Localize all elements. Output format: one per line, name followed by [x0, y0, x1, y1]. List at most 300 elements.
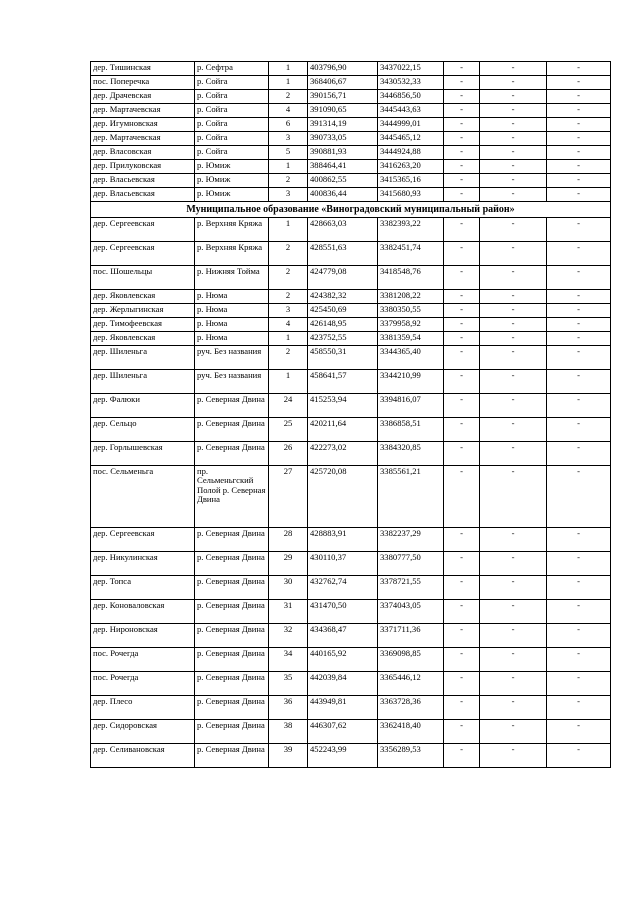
table-row	[91, 174, 611, 188]
cell-settlement: пос. Рочегда	[91, 672, 195, 696]
cell-value-b: -	[480, 304, 547, 318]
cell-well-number: 2	[269, 174, 308, 188]
cell-coord-y: 3385561,21	[378, 466, 444, 528]
cell-settlement: дер. Тишинская	[91, 62, 195, 76]
cell-well-number: 29	[269, 552, 308, 576]
cell-coord-x: 442039,84	[308, 672, 378, 696]
cell-coord-x: 390881,93	[308, 146, 378, 160]
cell-settlement: дер. Прилуковская	[91, 160, 195, 174]
cell-coord-x: 390156,71	[308, 90, 378, 104]
table-row	[91, 648, 611, 672]
cell-well-number: 25	[269, 418, 308, 442]
cell-value-a: -	[444, 528, 480, 552]
cell-coord-y: 3445443,63	[378, 104, 444, 118]
cell-coord-x: 431470,50	[308, 600, 378, 624]
cell-coord-y: 3380777,50	[378, 552, 444, 576]
cell-water-body: р. Северная Двина	[195, 648, 269, 672]
table-row	[91, 188, 611, 202]
cell-water-body: р. Нижняя Тойма	[195, 266, 269, 290]
cell-coord-y: 3374043,05	[378, 600, 444, 624]
table-row	[91, 346, 611, 370]
table-row	[91, 62, 611, 76]
cell-settlement: дер. Нироновская	[91, 624, 195, 648]
cell-coord-y: 3381359,54	[378, 332, 444, 346]
cell-value-b: -	[480, 744, 547, 768]
table-row	[91, 552, 611, 576]
cell-coord-y: 3381208,22	[378, 290, 444, 304]
cell-value-a: -	[444, 160, 480, 174]
cell-value-c: -	[547, 576, 611, 600]
cell-coord-y: 3371711,36	[378, 624, 444, 648]
cell-value-c: -	[547, 418, 611, 442]
cell-coord-x: 443949,81	[308, 696, 378, 720]
cell-coord-x: 446307,62	[308, 720, 378, 744]
table-row	[91, 600, 611, 624]
cell-value-a: -	[444, 146, 480, 160]
cell-value-c: -	[547, 318, 611, 332]
cell-water-body: р. Нюма	[195, 332, 269, 346]
cell-settlement: дер. Топса	[91, 576, 195, 600]
cell-value-a: -	[444, 174, 480, 188]
cell-water-body: руч. Без названия	[195, 370, 269, 394]
cell-coord-x: 403796,90	[308, 62, 378, 76]
cell-water-body: р. Юмиж	[195, 174, 269, 188]
table-row	[91, 266, 611, 290]
cell-well-number: 4	[269, 104, 308, 118]
table-row	[91, 304, 611, 318]
cell-settlement: дер. Сидоровская	[91, 720, 195, 744]
cell-well-number: 30	[269, 576, 308, 600]
cell-coord-x: 415253,94	[308, 394, 378, 418]
cell-well-number: 2	[269, 90, 308, 104]
cell-value-c: -	[547, 394, 611, 418]
cell-coord-x: 458641,57	[308, 370, 378, 394]
cell-value-c: -	[547, 332, 611, 346]
cell-settlement: дер. Горлышевская	[91, 442, 195, 466]
table-row	[91, 104, 611, 118]
cell-coord-x: 426148,95	[308, 318, 378, 332]
cell-value-b: -	[480, 394, 547, 418]
cell-value-c: -	[547, 672, 611, 696]
table-row	[91, 370, 611, 394]
cell-settlement: дер. Коноваловская	[91, 600, 195, 624]
cell-value-c: -	[547, 528, 611, 552]
cell-coord-x: 458550,31	[308, 346, 378, 370]
cell-coord-y: 3382393,22	[378, 218, 444, 242]
table-section-header	[91, 202, 611, 218]
cell-well-number: 36	[269, 696, 308, 720]
cell-coord-x: 428883,91	[308, 528, 378, 552]
cell-water-body: р. Верхняя Кряжа	[195, 218, 269, 242]
cell-value-a: -	[444, 90, 480, 104]
cell-coord-y: 3394816,07	[378, 394, 444, 418]
cell-settlement: дер. Никулинская	[91, 552, 195, 576]
cell-value-c: -	[547, 118, 611, 132]
cell-coord-y: 3416263,20	[378, 160, 444, 174]
cell-coord-x: 422273,02	[308, 442, 378, 466]
cell-settlement: пос. Шошельцы	[91, 266, 195, 290]
cell-value-b: -	[480, 576, 547, 600]
cell-value-a: -	[444, 118, 480, 132]
cell-value-b: -	[480, 174, 547, 188]
cell-water-body: р. Северная Двина	[195, 624, 269, 648]
cell-coord-y: 3430532,33	[378, 76, 444, 90]
cell-value-c: -	[547, 346, 611, 370]
cell-value-b: -	[480, 466, 547, 528]
cell-value-b: -	[480, 346, 547, 370]
cell-value-b: -	[480, 218, 547, 242]
cell-water-body: р. Нюма	[195, 318, 269, 332]
cell-well-number: 1	[269, 370, 308, 394]
cell-value-b: -	[480, 266, 547, 290]
cell-value-b: -	[480, 62, 547, 76]
cell-value-a: -	[444, 266, 480, 290]
cell-value-a: -	[444, 62, 480, 76]
cell-value-b: -	[480, 242, 547, 266]
cell-value-c: -	[547, 90, 611, 104]
cell-value-b: -	[480, 132, 547, 146]
cell-settlement: дер. Яковлевская	[91, 290, 195, 304]
cell-settlement: дер. Драчевская	[91, 90, 195, 104]
cell-well-number: 4	[269, 318, 308, 332]
table-row	[91, 118, 611, 132]
cell-coord-y: 3415680,93	[378, 188, 444, 202]
cell-coord-x: 432762,74	[308, 576, 378, 600]
cell-water-body: р. Северная Двина	[195, 696, 269, 720]
cell-water-body: р. Сойга	[195, 76, 269, 90]
cell-coord-y: 3378721,55	[378, 576, 444, 600]
cell-value-b: -	[480, 76, 547, 90]
cell-value-b: -	[480, 318, 547, 332]
cell-water-body: р. Северная Двина	[195, 744, 269, 768]
cell-settlement: дер. Фалюки	[91, 394, 195, 418]
cell-well-number: 39	[269, 744, 308, 768]
cell-value-a: -	[444, 648, 480, 672]
cell-settlement: дер. Сергеевская	[91, 218, 195, 242]
cell-value-c: -	[547, 188, 611, 202]
table-row	[91, 720, 611, 744]
table-row	[91, 528, 611, 552]
cell-well-number: 1	[269, 218, 308, 242]
cell-settlement: дер. Шиленьга	[91, 346, 195, 370]
cell-value-a: -	[444, 332, 480, 346]
cell-coord-y: 3344210,99	[378, 370, 444, 394]
cell-water-body: р. Нюма	[195, 304, 269, 318]
cell-value-a: -	[444, 132, 480, 146]
wells-table	[90, 61, 611, 768]
cell-well-number: 6	[269, 118, 308, 132]
cell-coord-x: 423752,55	[308, 332, 378, 346]
table-row	[91, 76, 611, 90]
cell-water-body: р. Юмиж	[195, 188, 269, 202]
cell-well-number: 28	[269, 528, 308, 552]
cell-well-number: 2	[269, 290, 308, 304]
cell-value-b: -	[480, 332, 547, 346]
cell-coord-x: 428551,63	[308, 242, 378, 266]
table-row	[91, 696, 611, 720]
cell-value-b: -	[480, 118, 547, 132]
cell-value-b: -	[480, 720, 547, 744]
cell-coord-y: 3363728,36	[378, 696, 444, 720]
cell-settlement: дер. Игумновская	[91, 118, 195, 132]
cell-value-c: -	[547, 370, 611, 394]
cell-water-body: р. Сефтра	[195, 62, 269, 76]
table-row	[91, 218, 611, 242]
cell-well-number: 3	[269, 188, 308, 202]
cell-value-c: -	[547, 62, 611, 76]
table-body-top	[91, 62, 611, 202]
cell-coord-y: 3362418,40	[378, 720, 444, 744]
cell-settlement: дер. Плесо	[91, 696, 195, 720]
cell-well-number: 2	[269, 346, 308, 370]
cell-value-b: -	[480, 146, 547, 160]
cell-water-body: р. Северная Двина	[195, 552, 269, 576]
cell-water-body: р. Юмиж	[195, 160, 269, 174]
cell-well-number: 2	[269, 242, 308, 266]
cell-coord-y: 3444924,88	[378, 146, 444, 160]
cell-value-b: -	[480, 600, 547, 624]
cell-well-number: 2	[269, 266, 308, 290]
cell-value-a: -	[444, 290, 480, 304]
cell-coord-x: 430110,37	[308, 552, 378, 576]
cell-settlement: дер. Яковлевская	[91, 332, 195, 346]
section-title: Муниципальное образование «Виноградовский муниципальный район»	[91, 202, 611, 218]
cell-well-number: 1	[269, 332, 308, 346]
cell-value-c: -	[547, 624, 611, 648]
cell-coord-x: 391090,65	[308, 104, 378, 118]
cell-coord-y: 3386858,51	[378, 418, 444, 442]
cell-well-number: 24	[269, 394, 308, 418]
cell-water-body: пр. Сельменьгский Полой р. Северная Двина	[195, 466, 269, 528]
cell-well-number: 1	[269, 62, 308, 76]
cell-settlement: дер. Сергеевская	[91, 242, 195, 266]
cell-value-b: -	[480, 696, 547, 720]
cell-value-a: -	[444, 696, 480, 720]
table-row	[91, 332, 611, 346]
cell-value-c: -	[547, 744, 611, 768]
table-row	[91, 418, 611, 442]
cell-value-b: -	[480, 552, 547, 576]
cell-coord-x: 400862,55	[308, 174, 378, 188]
cell-well-number: 3	[269, 304, 308, 318]
cell-coord-x: 428663,03	[308, 218, 378, 242]
cell-settlement: дер. Сергеевская	[91, 528, 195, 552]
cell-coord-x: 420211,64	[308, 418, 378, 442]
table-row	[91, 624, 611, 648]
cell-value-c: -	[547, 552, 611, 576]
cell-settlement: дер. Селивановская	[91, 744, 195, 768]
cell-value-c: -	[547, 174, 611, 188]
cell-settlement: дер. Мартачевская	[91, 104, 195, 118]
cell-value-b: -	[480, 160, 547, 174]
table-row	[91, 672, 611, 696]
cell-value-a: -	[444, 744, 480, 768]
table-row	[91, 146, 611, 160]
cell-settlement: дер. Власовская	[91, 146, 195, 160]
cell-coord-x: 434368,47	[308, 624, 378, 648]
cell-value-b: -	[480, 104, 547, 118]
table-row	[91, 290, 611, 304]
cell-coord-x: 390733,05	[308, 132, 378, 146]
cell-value-b: -	[480, 418, 547, 442]
cell-value-c: -	[547, 304, 611, 318]
cell-value-a: -	[444, 304, 480, 318]
cell-value-a: -	[444, 104, 480, 118]
cell-settlement: дер. Сельцо	[91, 418, 195, 442]
cell-coord-x: 424382,32	[308, 290, 378, 304]
cell-settlement: дер. Власьевская	[91, 188, 195, 202]
cell-water-body: р. Северная Двина	[195, 418, 269, 442]
cell-coord-y: 3418548,76	[378, 266, 444, 290]
cell-value-c: -	[547, 648, 611, 672]
cell-well-number: 31	[269, 600, 308, 624]
cell-value-a: -	[444, 466, 480, 528]
cell-well-number: 27	[269, 466, 308, 528]
cell-value-c: -	[547, 600, 611, 624]
cell-value-a: -	[444, 576, 480, 600]
cell-coord-y: 3382451,74	[378, 242, 444, 266]
cell-water-body: р. Нюма	[195, 290, 269, 304]
cell-water-body: р. Верхняя Кряжа	[195, 242, 269, 266]
cell-well-number: 34	[269, 648, 308, 672]
cell-value-a: -	[444, 346, 480, 370]
cell-value-c: -	[547, 132, 611, 146]
cell-coord-x: 452243,99	[308, 744, 378, 768]
cell-value-a: -	[444, 394, 480, 418]
table-row	[91, 160, 611, 174]
cell-value-a: -	[444, 552, 480, 576]
cell-water-body: р. Сойга	[195, 118, 269, 132]
cell-value-c: -	[547, 76, 611, 90]
cell-value-a: -	[444, 318, 480, 332]
cell-value-a: -	[444, 418, 480, 442]
cell-water-body: р. Сойга	[195, 104, 269, 118]
cell-value-c: -	[547, 160, 611, 174]
table-row	[91, 466, 611, 528]
cell-value-b: -	[480, 528, 547, 552]
cell-well-number: 5	[269, 146, 308, 160]
cell-water-body: р. Северная Двина	[195, 442, 269, 466]
cell-well-number: 3	[269, 132, 308, 146]
cell-water-body: р. Сойга	[195, 132, 269, 146]
cell-value-c: -	[547, 290, 611, 304]
cell-value-a: -	[444, 720, 480, 744]
cell-settlement: дер. Шиленьга	[91, 370, 195, 394]
cell-settlement: дер. Мартачевская	[91, 132, 195, 146]
cell-water-body: р. Северная Двина	[195, 576, 269, 600]
cell-value-c: -	[547, 266, 611, 290]
cell-value-a: -	[444, 624, 480, 648]
cell-value-b: -	[480, 624, 547, 648]
table-row	[91, 318, 611, 332]
cell-value-c: -	[547, 146, 611, 160]
cell-value-c: -	[547, 466, 611, 528]
cell-value-c: -	[547, 720, 611, 744]
table-row	[91, 576, 611, 600]
cell-settlement: пос. Сельменьга	[91, 466, 195, 528]
cell-well-number: 26	[269, 442, 308, 466]
cell-coord-x: 440165,92	[308, 648, 378, 672]
cell-value-c: -	[547, 242, 611, 266]
cell-coord-y: 3344365,40	[378, 346, 444, 370]
cell-water-body: р. Северная Двина	[195, 528, 269, 552]
cell-value-c: -	[547, 442, 611, 466]
cell-value-b: -	[480, 672, 547, 696]
cell-coord-x: 424779,08	[308, 266, 378, 290]
cell-coord-y: 3380350,55	[378, 304, 444, 318]
cell-coord-x: 425450,69	[308, 304, 378, 318]
cell-coord-x: 400836,44	[308, 188, 378, 202]
cell-water-body: р. Северная Двина	[195, 600, 269, 624]
table-row	[91, 242, 611, 266]
section-row	[91, 202, 611, 218]
cell-coord-y: 3382237,29	[378, 528, 444, 552]
cell-value-c: -	[547, 104, 611, 118]
cell-settlement: пос. Поперечка	[91, 76, 195, 90]
table-row	[91, 442, 611, 466]
cell-water-body: р. Северная Двина	[195, 720, 269, 744]
table-body-bottom	[91, 218, 611, 768]
cell-settlement: дер. Тимофеевская	[91, 318, 195, 332]
table-row	[91, 394, 611, 418]
cell-coord-y: 3384320,85	[378, 442, 444, 466]
cell-value-c: -	[547, 218, 611, 242]
table-row	[91, 90, 611, 104]
cell-settlement: дер. Жерлыгинская	[91, 304, 195, 318]
cell-water-body: р. Сойга	[195, 90, 269, 104]
cell-coord-x: 391314,19	[308, 118, 378, 132]
cell-coord-y: 3437022,15	[378, 62, 444, 76]
cell-value-a: -	[444, 600, 480, 624]
cell-value-a: -	[444, 672, 480, 696]
cell-well-number: 32	[269, 624, 308, 648]
cell-value-b: -	[480, 370, 547, 394]
cell-coord-y: 3369098,85	[378, 648, 444, 672]
cell-coord-y: 3444999,01	[378, 118, 444, 132]
cell-value-b: -	[480, 648, 547, 672]
cell-coord-y: 3445465,12	[378, 132, 444, 146]
cell-well-number: 1	[269, 160, 308, 174]
cell-well-number: 38	[269, 720, 308, 744]
cell-value-a: -	[444, 370, 480, 394]
cell-value-a: -	[444, 76, 480, 90]
cell-well-number: 35	[269, 672, 308, 696]
cell-value-b: -	[480, 442, 547, 466]
cell-coord-x: 425720,08	[308, 466, 378, 528]
cell-coord-y: 3379958,92	[378, 318, 444, 332]
cell-water-body: р. Сойга	[195, 146, 269, 160]
cell-value-b: -	[480, 90, 547, 104]
cell-coord-x: 368406,67	[308, 76, 378, 90]
cell-coord-y: 3365446,12	[378, 672, 444, 696]
table-row	[91, 132, 611, 146]
cell-settlement: дер. Власьевская	[91, 174, 195, 188]
cell-coord-x: 388464,41	[308, 160, 378, 174]
cell-water-body: руч. Без названия	[195, 346, 269, 370]
cell-settlement: пос. Рочегда	[91, 648, 195, 672]
cell-value-a: -	[444, 442, 480, 466]
cell-value-a: -	[444, 218, 480, 242]
cell-well-number: 1	[269, 76, 308, 90]
cell-coord-y: 3446856,50	[378, 90, 444, 104]
cell-water-body: р. Северная Двина	[195, 672, 269, 696]
cell-value-a: -	[444, 242, 480, 266]
cell-coord-y: 3415365,16	[378, 174, 444, 188]
cell-value-a: -	[444, 188, 480, 202]
cell-value-b: -	[480, 188, 547, 202]
cell-water-body: р. Северная Двина	[195, 394, 269, 418]
cell-value-b: -	[480, 290, 547, 304]
